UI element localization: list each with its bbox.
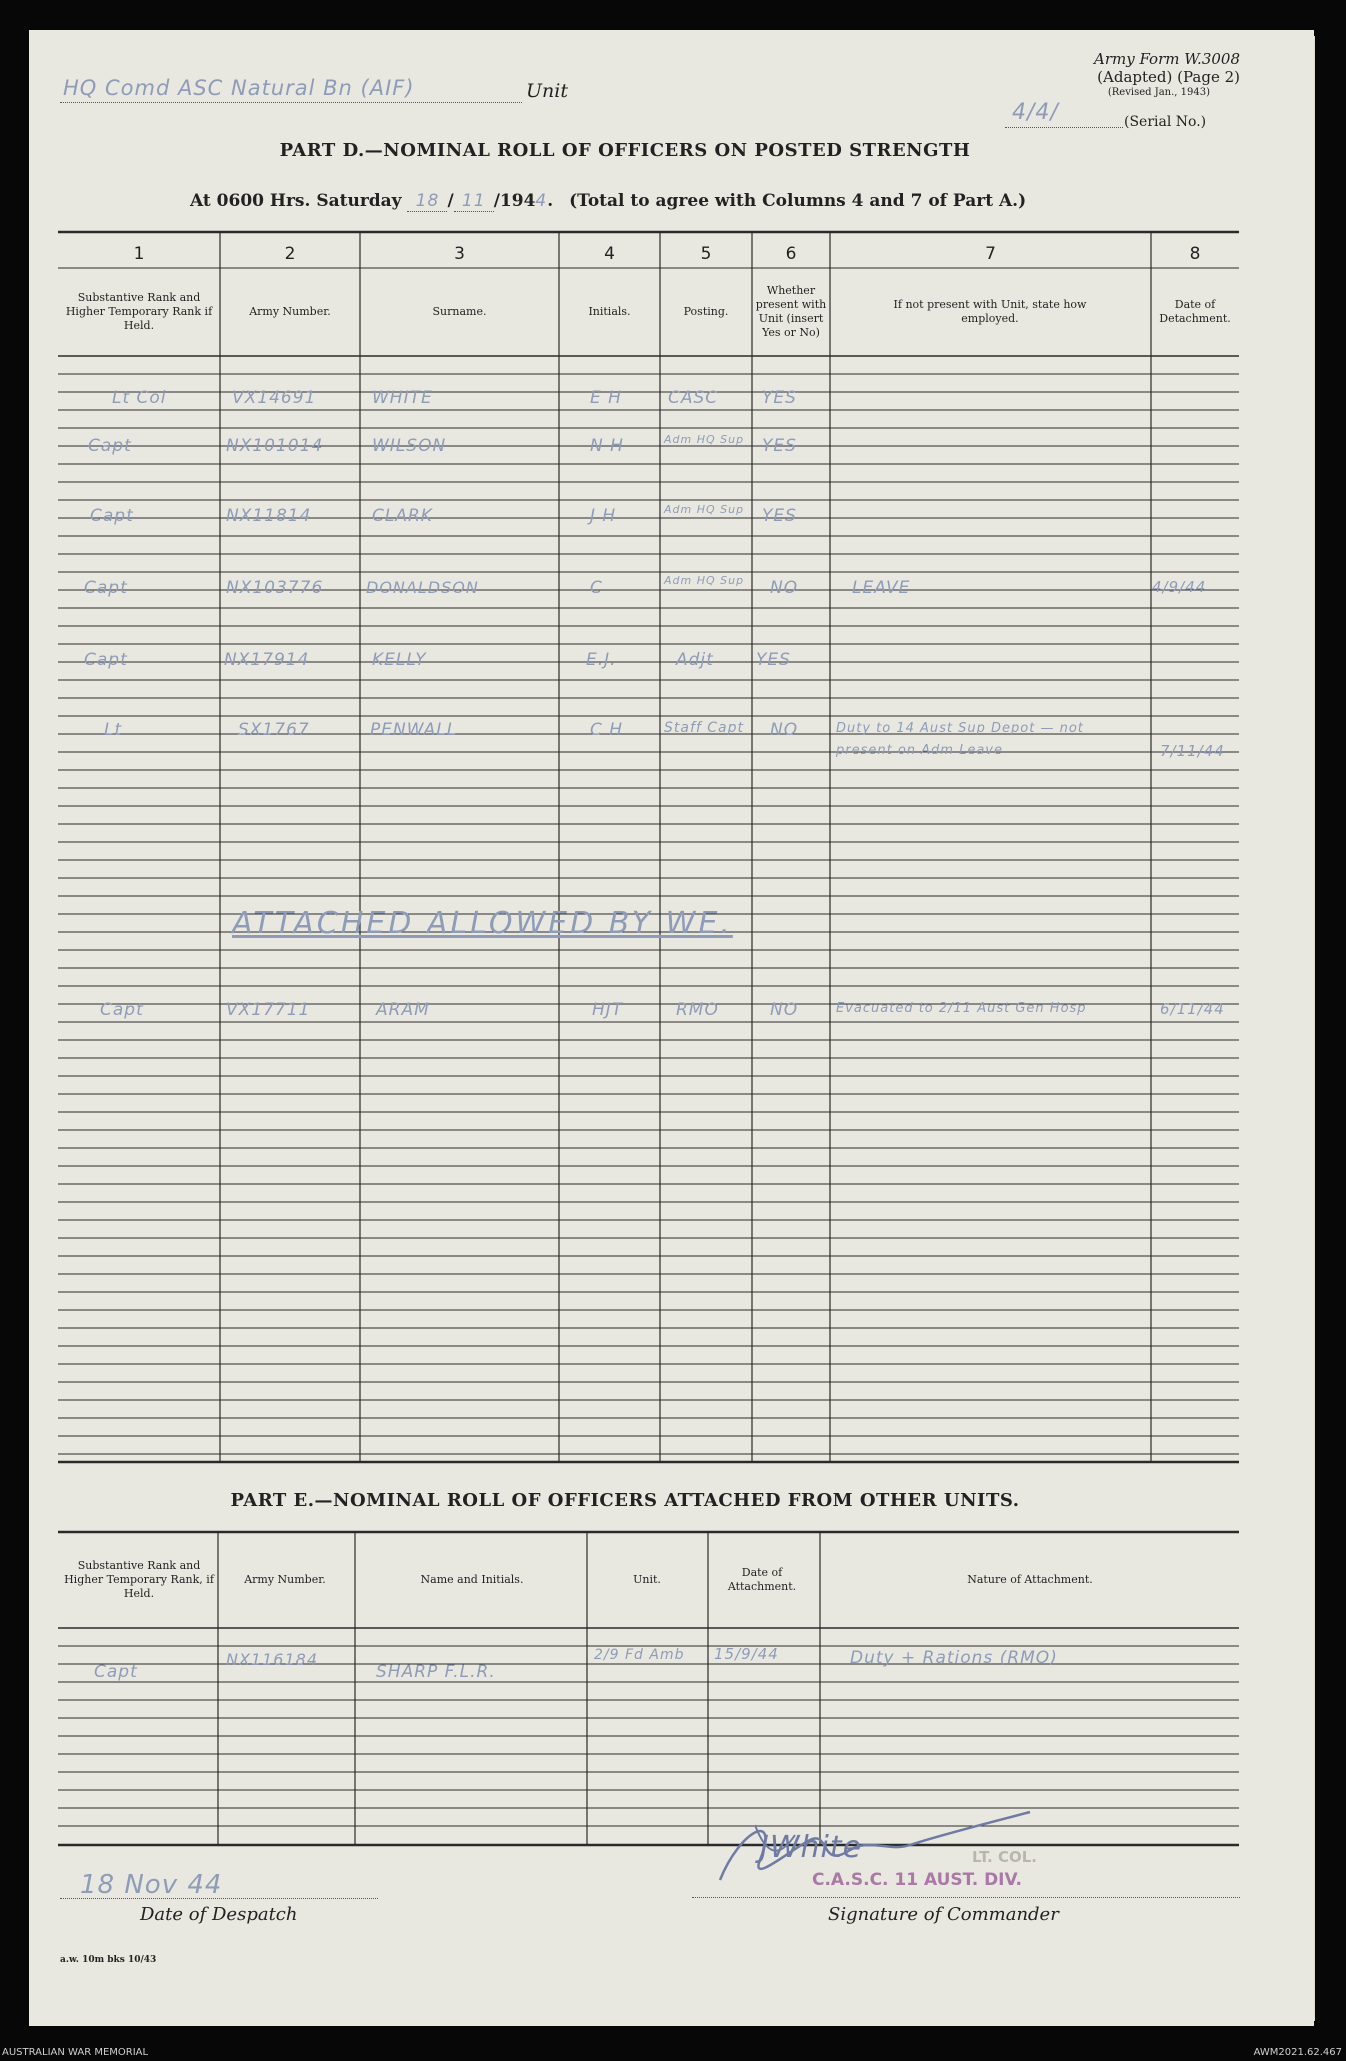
col-num-4: 4 [604, 244, 615, 264]
part-e-title: PART E.—NOMINAL ROLL OF OFFICERS ATTACHED FROM OTHER UNITS. [230, 1490, 1020, 1511]
cell-initials: C H [590, 720, 624, 740]
col-hdr-date-attachment: Date of Attachment. [727, 1566, 797, 1593]
cell-initials: HJT [592, 1000, 624, 1020]
col-num-5: 5 [700, 244, 712, 264]
month-value: 11 [454, 191, 494, 212]
cell-posting: CASC [668, 388, 719, 408]
cell-date: 4/9/44 [1152, 578, 1207, 596]
col-num-3: 3 [454, 244, 465, 264]
cell-surname: ARAM [376, 1000, 430, 1020]
col-hdr-rank: Substantive Rank and Higher Temporary Rank if Held. [65, 291, 213, 332]
cell-present: NO [770, 1000, 799, 1020]
cell-surname: CLARK [372, 506, 433, 526]
cell-number: NX116184 [226, 1650, 319, 1669]
col-hdr-initials: Initials. [588, 305, 631, 318]
despatch-label: Date of Despatch [140, 1904, 298, 1925]
cell-posting: Adm HQ Sup [664, 503, 745, 516]
col-num-2: 2 [284, 244, 296, 264]
col-hdr-surname: Surname. [432, 305, 487, 318]
col-num-7: 7 [985, 244, 996, 264]
col-hdr-rank: Substantive Rank and Higher Temporary Rank, if Held. [64, 1559, 214, 1600]
cell-rank: Capt [90, 506, 134, 526]
col-hdr-present: Whether present with Unit (insert Yes or No) [755, 284, 827, 339]
cell-present: NO [770, 720, 799, 740]
cell-rank: Capt [84, 650, 128, 670]
cell-rank: Capt [94, 1662, 138, 1682]
cell-number: SX1767 [238, 720, 310, 740]
cell-surname: DONALDSON [366, 578, 479, 597]
cell-rank: Capt [100, 1000, 144, 1020]
stamp-unit: C.A.S.C. 11 AUST. DIV. [812, 1870, 1022, 1890]
col-hdr-posting: Posting. [683, 305, 729, 318]
cell-date: 15/9/44 [714, 1645, 779, 1663]
cell-posting: RMO [676, 1000, 719, 1020]
form-adapted: (Adapted) (Page 2) [1097, 68, 1240, 86]
cell-initials: J H [590, 506, 617, 526]
cell-present: NO [770, 578, 799, 598]
col-hdr-army-number: Army Number. [249, 305, 331, 318]
col-hdr-employed: If not present with Unit, state how employed. [893, 298, 1087, 325]
col-hdr-date-detachment: Date of Detachment. [1159, 298, 1231, 325]
col-hdr-unit: Unit. [633, 1573, 661, 1586]
total-note: (Total to agree with Columns 4 and 7 of Part A.) [569, 191, 1027, 211]
cell-rank: Capt [88, 436, 132, 456]
year-hand: 4 [535, 191, 548, 211]
reference-number: AWM2021.62.467 [1253, 2047, 1342, 2058]
cell-date: 6/11/44 [1160, 1000, 1225, 1018]
cell-rank: Capt [84, 578, 128, 598]
cell-surname: KELLY [372, 650, 427, 670]
cell-number: NX101014 [226, 436, 324, 456]
col-hdr-army-number: Army Number. [244, 1573, 326, 1586]
cell-present: YES [756, 650, 791, 670]
serial-handwritten: 4/4/ [1012, 100, 1059, 125]
cell-surname: WILSON [372, 436, 447, 456]
cell-unit: 2/9 Fd Amb [594, 1647, 685, 1663]
col-num-8: 8 [1189, 244, 1201, 264]
unit-handwritten: HQ Comd ASC Natural Bn (AIF) [63, 76, 415, 100]
day-value: 18 [407, 191, 447, 212]
form-revised: (Revised Jan., 1943) [1107, 87, 1210, 98]
col-num-1: 1 [133, 244, 145, 264]
cell-present: YES [762, 436, 797, 456]
unit-label: Unit [526, 80, 568, 102]
col-num-6: 6 [785, 244, 797, 264]
cell-number: NX17914 [224, 650, 310, 670]
cell-initials: E H [590, 388, 622, 408]
at-text: At 0600 Hrs. Saturday [190, 191, 402, 211]
cell-present: YES [762, 506, 797, 526]
despatch-date-handwritten: 18 Nov 44 [80, 1870, 223, 1900]
part-d-title: PART D.—NOMINAL ROLL OF OFFICERS ON POSTED STRENGTH [279, 140, 971, 161]
cell-name: SHARP F.L.R. [376, 1662, 496, 1682]
cell-posting: Adm HQ Sup [664, 433, 745, 446]
cell-number: NX11814 [226, 506, 312, 526]
cell-rank: Lt [104, 720, 123, 740]
institution-label: AUSTRALIAN WAR MEMORIAL [2, 2047, 149, 2058]
cell-initials: N H [590, 436, 624, 456]
despatch-line [60, 1898, 378, 1899]
cell-employed: LEAVE [852, 578, 911, 598]
army-form-number: Army Form W.3008 [1094, 50, 1240, 68]
cell-employed: Evacuated to 2/11 Aust Gen Hosp [836, 1001, 1087, 1016]
cell-rank: Lt Col [112, 388, 167, 408]
cell-posting: Adjt [676, 650, 714, 670]
serial-label: (Serial No.) [1124, 114, 1207, 130]
cell-number: VX17711 [226, 1000, 311, 1020]
part-d-date-line: At 0600 Hrs. Saturday 18 / 11 /1944. (Total to agree with Columns 4 and 7 of Part A.) [190, 191, 1027, 211]
year-text: /194 [493, 191, 536, 211]
col-hdr-nature: Nature of Attachment. [967, 1573, 1093, 1586]
attached-allowed-note: ATTACHED ALLOWED BY WE. [232, 906, 733, 941]
cell-present: YES [762, 388, 797, 408]
col-hdr-name-initials: Name and Initials. [420, 1573, 524, 1586]
cell-initials: C [590, 578, 603, 598]
stamp-rank: LT. COL. [972, 1848, 1037, 1866]
cell-number: NX103776 [226, 578, 324, 598]
cell-surname: PENWALL [370, 720, 458, 740]
signature-label: Signature of Commander [828, 1904, 1059, 1925]
cell-initials: E.J. [586, 650, 617, 670]
cell-surname: WHITE [372, 388, 433, 408]
cell-posting: Staff Capt [664, 720, 744, 736]
cell-employed: Duty to 14 Aust Sup Depot — not present on Adm Leave [836, 721, 1084, 758]
cell-number: VX14691 [232, 388, 317, 408]
cell-posting: Adm HQ Sup [664, 574, 745, 587]
print-code: a.w. 10m bks 10/43 [60, 1955, 157, 1965]
cell-date: 7/11/44 [1160, 742, 1225, 760]
cell-nature: Duty + Rations (RMO) [850, 1648, 1058, 1668]
signature: JWhite [760, 1830, 863, 1865]
signature-line [692, 1897, 1240, 1898]
